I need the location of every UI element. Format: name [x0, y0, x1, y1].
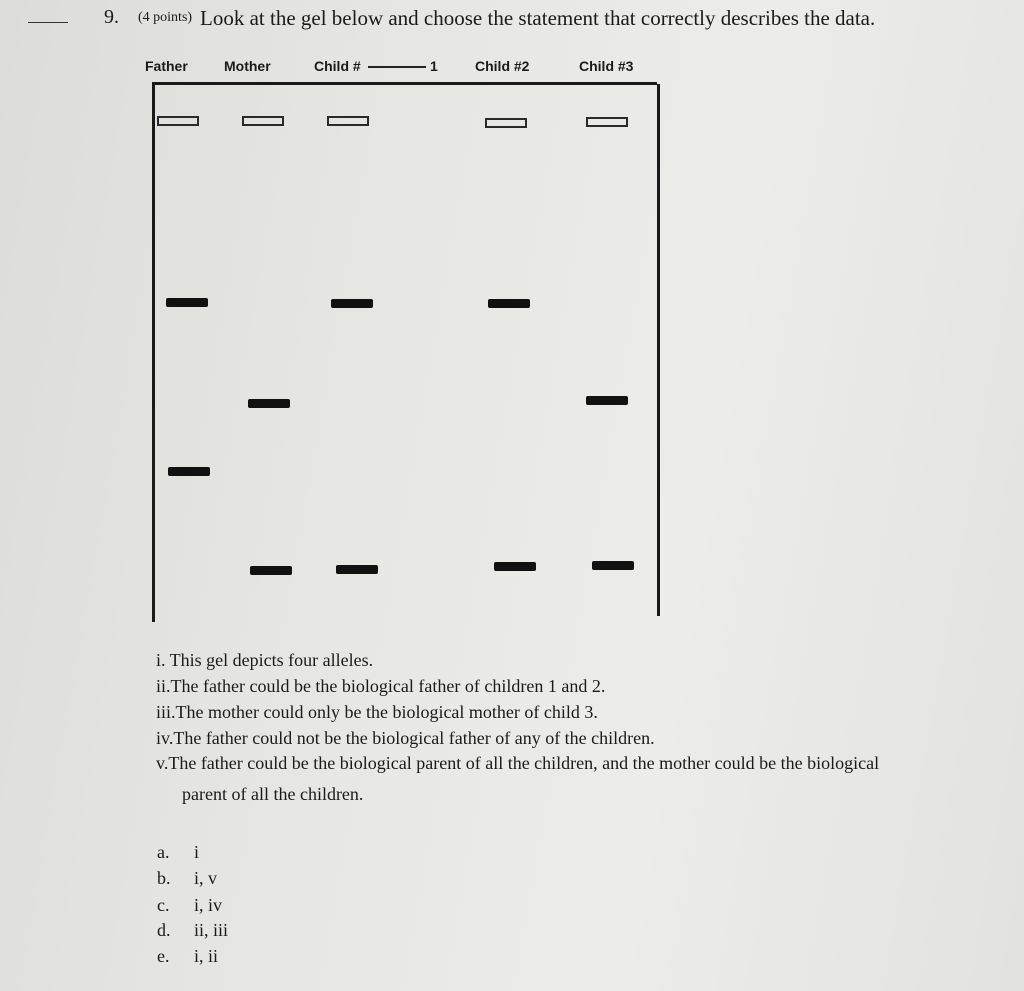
choice-letter: c.: [157, 895, 170, 915]
choice-letter: d.: [157, 920, 171, 940]
band-child3-2: [592, 561, 634, 570]
lane-label-child1: Child #: [314, 58, 361, 74]
well-child2: [485, 118, 527, 128]
well-mother: [242, 116, 284, 126]
well-child3: [586, 117, 628, 127]
choice-letter: a.: [157, 842, 170, 862]
gel-border-left: [152, 82, 155, 622]
choice-text: i, v: [194, 868, 218, 888]
lane-label-child3: Child #3: [579, 58, 634, 74]
choice-text: i, iv: [194, 895, 223, 915]
lane-label-father: Father: [145, 58, 188, 74]
lane-label-child1-number: 1: [430, 58, 438, 74]
answer-blank[interactable]: [28, 22, 68, 23]
choice-text: ii, iii: [194, 920, 229, 940]
question-points: (4 points): [138, 10, 193, 25]
choice-letter: b.: [157, 868, 171, 888]
well-father: [157, 116, 199, 126]
well-child1: [327, 116, 369, 126]
gel-border-top: [152, 82, 657, 85]
choice-text: i: [194, 842, 200, 862]
band-father-2: [168, 467, 210, 476]
band-child1-2: [336, 565, 378, 574]
statement-v: v.The father could be the biological parent of all the children, and the mother could be the biological: [156, 753, 880, 773]
statement-iii: iii.The mother could only be the biological mother of child 3.: [156, 702, 598, 722]
band-child3-1: [586, 396, 628, 405]
statement-iv: iv.The father could not be the biological father of any of the children.: [156, 728, 655, 748]
question-text: Look at the gel below and choose the statement that correctly describes the data.: [200, 6, 876, 30]
statement-ii: ii.The father could be the biological father of children 1 and 2.: [156, 676, 606, 696]
gel-border-right: [657, 84, 660, 616]
statement-i: i. This gel depicts four alleles.: [156, 650, 374, 670]
statement-v-continued: parent of all the children.: [182, 784, 364, 804]
band-child1-1: [331, 299, 373, 308]
band-father-1: [166, 298, 208, 307]
choice-letter: e.: [157, 946, 170, 966]
lane-label-arrow: [368, 66, 426, 68]
lane-label-child2: Child #2: [475, 58, 530, 74]
lane-label-mother: Mother: [224, 58, 271, 74]
band-child2-1: [488, 299, 530, 308]
question-number: 9.: [104, 6, 119, 28]
choice-text: i, ii: [194, 946, 219, 966]
band-mother-2: [250, 566, 292, 575]
band-child2-2: [494, 562, 536, 571]
band-mother-1: [248, 399, 290, 408]
